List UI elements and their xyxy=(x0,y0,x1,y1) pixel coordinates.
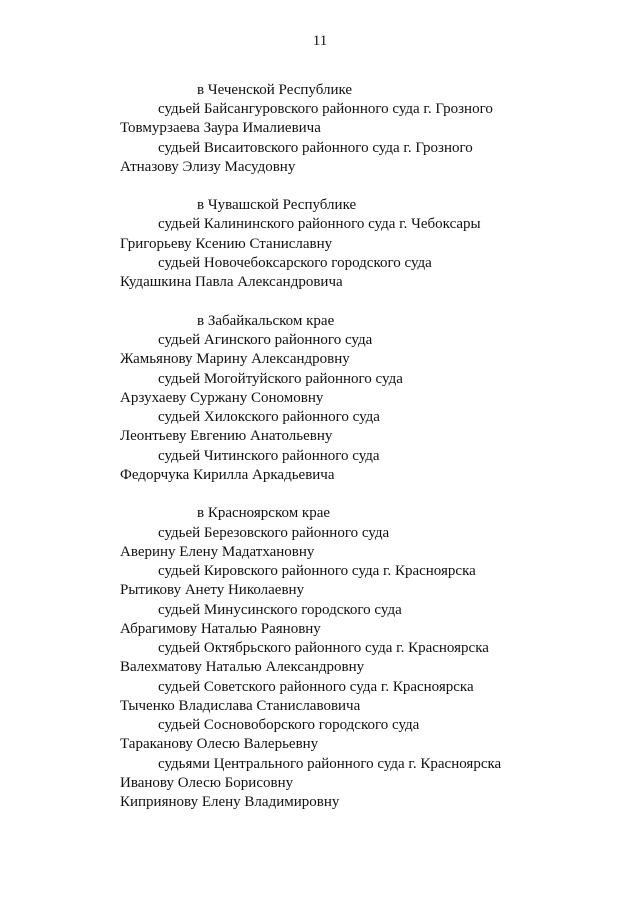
judge-name: Иванову Олесю Борисовну xyxy=(120,775,294,791)
page-number: 11 xyxy=(312,33,328,49)
judge-name: Товмурзаева Заура Ималиевича xyxy=(120,120,321,136)
section-heading: в Чувашской Республике xyxy=(197,197,357,213)
court-role: судьей Хилокского районного суда xyxy=(158,409,380,425)
judge-name: Валехматову Наталью Александровну xyxy=(120,659,365,675)
judge-name: Тараканову Олесю Валерьевну xyxy=(120,736,319,752)
judge-name: Арзухаеву Суржану Сономовну xyxy=(120,390,324,406)
section-heading: в Красноярском крае xyxy=(197,505,331,521)
judge-name: Григорьеву Ксению Станиславну xyxy=(120,236,333,252)
court-role: судьей Октябрьского районного суда г. Красноярска xyxy=(158,640,489,656)
judge-name: Леонтьеву Евгению Анатольевну xyxy=(120,428,333,444)
judge-name: Кудашкина Павла Александровича xyxy=(120,274,343,290)
section-heading: в Забайкальском крае xyxy=(197,313,335,329)
court-role: судьей Березовского районного суда xyxy=(158,525,390,541)
judge-name: Киприянову Елену Владимировну xyxy=(120,794,340,810)
court-role: судьей Висаитовского районного суда г. Грозного xyxy=(158,140,473,156)
court-role: судьей Советского районного суда г. Красноярска xyxy=(158,679,474,695)
court-role: судьей Байсангуровского районного суда г. Грозного xyxy=(158,101,493,117)
court-role: судьей Могойтуйского районного суда xyxy=(158,371,403,387)
court-role: судьями Центрального районного суда г. Красноярска xyxy=(158,756,502,772)
judge-name: Рытикову Анету Николаевну xyxy=(120,582,305,598)
section-heading: в Чеченской Республике xyxy=(197,82,353,98)
judge-name: Абрагимову Наталью Раяновну xyxy=(120,621,321,637)
court-role: судьей Новочебоксарского городского суда xyxy=(158,255,432,271)
court-role: судьей Кировского районного суда г. Красноярска xyxy=(158,563,476,579)
court-role: судьей Сосновоборского городского суда xyxy=(158,717,420,733)
court-role: судьей Читинского районного суда xyxy=(158,448,380,464)
court-role: судьей Минусинского городского суда xyxy=(158,602,402,618)
court-role: судьей Агинского районного суда xyxy=(158,332,373,348)
court-role: судьей Калининского районного суда г. Чебоксары xyxy=(158,216,481,232)
judge-name: Атназову Элизу Масудовну xyxy=(120,159,296,175)
judge-name: Федорчука Кирилла Аркадьевича xyxy=(120,467,335,483)
judge-name: Тыченко Владислава Станиславовича xyxy=(120,698,361,714)
judge-name: Аверину Елену Мадатхановну xyxy=(120,544,315,560)
judge-name: Жамьянову Марину Александровну xyxy=(120,351,350,367)
